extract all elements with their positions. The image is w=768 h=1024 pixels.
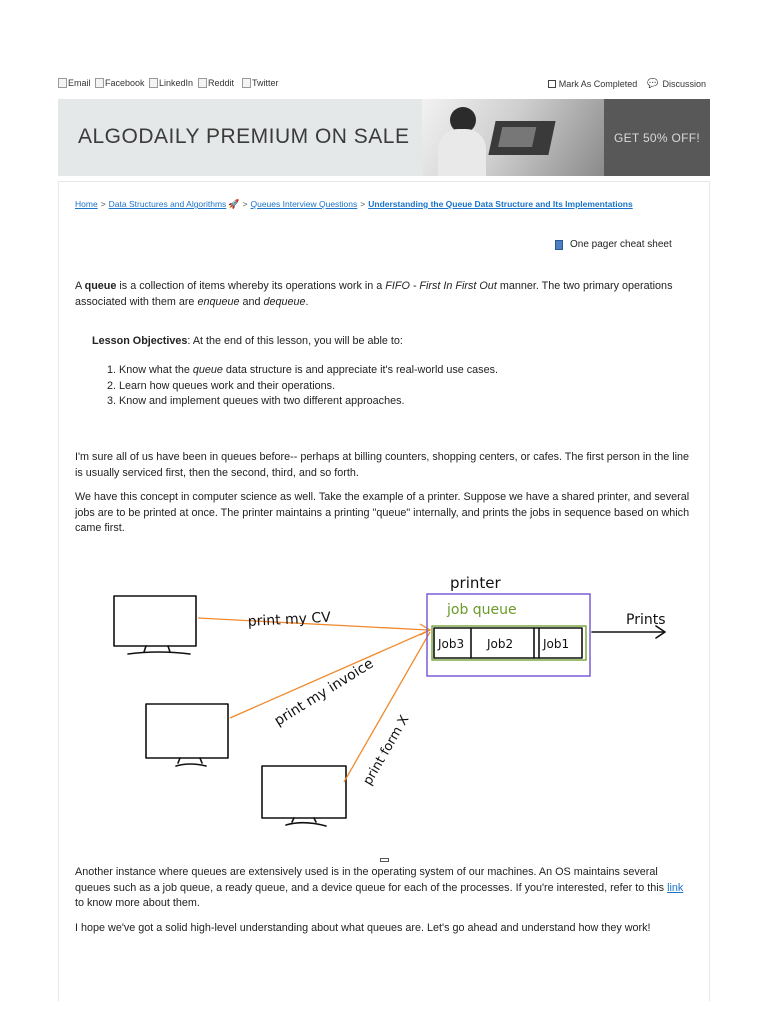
paragraph-queues-everyday: I'm sure all of us have been in queues before-- perhaps at billing counters, shopping centers, or cafes. The first person in the line is usually serviced first, then the second, third, and so forth. — [75, 451, 690, 479]
objectives-list — [101, 363, 498, 410]
image-caption-marker — [380, 858, 389, 862]
banner-title: ALGODAILY PREMIUM ON SALE — [78, 125, 410, 148]
paragraph-printer-example: We have this concept in computer science as well. Take the example of a printer. Suppose we have a shared printer, and several jobs are to be printed at once. The printer maintains a printing "queue" internally, and prints the jobs in sequence based on which came first. — [75, 491, 690, 534]
person-body — [438, 129, 486, 176]
comments-icon: 💬 — [647, 78, 659, 88]
twitter-icon — [242, 78, 251, 88]
more-info-link[interactable]: link — [667, 881, 684, 894]
label-print-cv: print my CV — [247, 609, 332, 630]
reddit-icon — [198, 78, 207, 88]
monitor-2 — [146, 704, 228, 766]
breadcrumb-queues[interactable]: Queues Interview Questions — [250, 199, 358, 209]
lesson-actions — [548, 78, 706, 89]
lesson-objectives: Lesson Objectives: At the end of this lesson, you will be able to: — [92, 335, 403, 347]
breadcrumb: Home > Data Structures and Algorithms 🚀 > Queues Interview Questions > Understanding the Queue Data Structure and Its Implementations — [75, 199, 633, 209]
promo-banner[interactable] — [58, 99, 710, 176]
banner-cta[interactable]: GET 50% OFF! — [604, 99, 710, 176]
list-item: 2. Learn how queues work and their operations. — [119, 379, 498, 395]
label-print-form-x: print form X — [360, 712, 413, 788]
job-2: Job2 — [487, 637, 514, 651]
label-printer: printer — [450, 574, 501, 592]
paragraph-os-queues: Another instance where queues are extensively used is in the operating system of our machines. An OS maintains several queues such as a job queue, a ready queue, and a device queue for each of the processes. If you're interested, refer to this link to know more about them. — [75, 866, 684, 909]
cheat-sheet-link[interactable]: One pager cheat sheet — [555, 239, 672, 250]
discussion-link[interactable]: 💬 Discussion — [647, 78, 706, 89]
banner-photo — [422, 99, 604, 176]
rocket-icon: 🚀 — [228, 199, 240, 209]
share-bar — [58, 78, 706, 92]
monitor-3 — [262, 766, 346, 826]
share-reddit-link[interactable]: Reddit — [198, 78, 234, 88]
job-3: Job3 — [438, 637, 465, 651]
printer-queue-diagram — [100, 568, 700, 838]
breadcrumb-dsa[interactable]: Data Structures and Algorithms — [108, 199, 227, 209]
arrow-invoice — [230, 630, 430, 718]
label-prints: Prints — [626, 612, 666, 628]
paragraph-conclusion: I hope we've got a solid high-level understanding about what queues are. Let's go ahead and understand how they work! — [75, 922, 651, 934]
mark-completed-toggle[interactable]: Mark As Completed — [548, 79, 638, 89]
checkbox-icon[interactable] — [548, 80, 556, 88]
intro-paragraph: A queue is a collection of items whereby its operations work in a FIFO - First In First Out manner. The two primary operations associated with them are enqueue and dequeue. — [75, 280, 673, 308]
facebook-icon — [95, 78, 104, 88]
share-linkedin-link[interactable]: LinkedIn — [149, 78, 193, 88]
list-item: 3. Know and implement queues with two different approaches. — [119, 394, 498, 410]
breadcrumb-home[interactable]: Home — [75, 199, 98, 209]
label-job-queue: job queue — [447, 602, 517, 618]
linkedin-icon — [149, 78, 158, 88]
list-item: 1. Know what the queue data structure is and appreciate it's real-world use cases. — [119, 363, 498, 379]
laptop-icon — [488, 121, 555, 155]
email-icon — [58, 78, 67, 88]
label-print-invoice: print my invoice — [271, 655, 377, 730]
share-email-link[interactable]: Email — [58, 78, 91, 88]
breadcrumb-current[interactable]: Understanding the Queue Data Structure and Its Implementations — [368, 199, 633, 209]
share-facebook-link[interactable]: Facebook — [95, 78, 145, 88]
job-1: Job1 — [543, 637, 570, 651]
book-icon — [555, 240, 563, 250]
share-twitter-link[interactable]: Twitter — [242, 78, 279, 88]
monitor-1 — [114, 596, 196, 654]
